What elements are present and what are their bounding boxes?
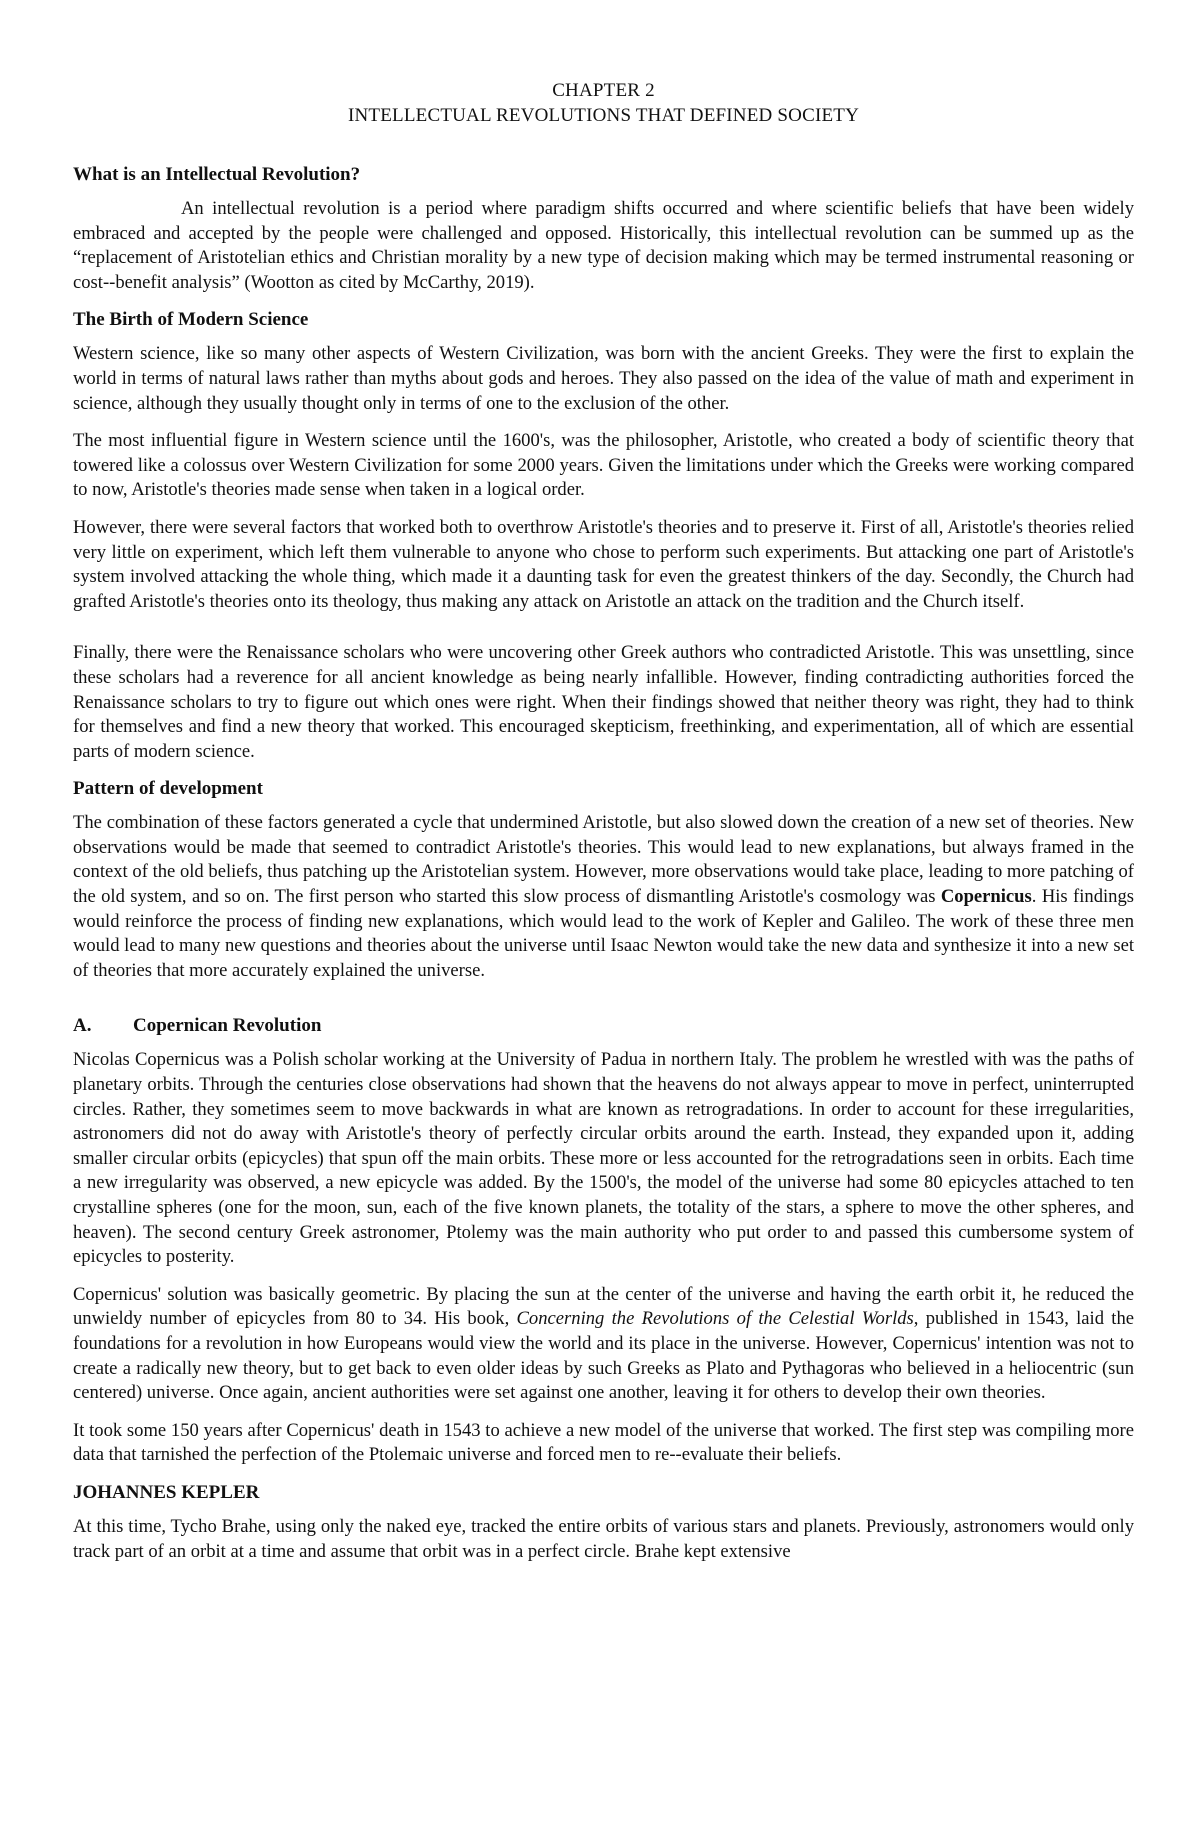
copernicus-text-after: , published in 1543, laid the foundations for a revolution in how Europeans would view the world and its place in the universe. However, Copernicus' intention was not to create a radically new theory, but to get back to even older ideas by such Greeks as Plato and Pythagoras who believed in a heliocentric (sun centered) universe. Once again, ancient authorities were set against one another, leaving it for others to develop their own theories. xyxy=(73,1308,1135,1404)
chapter-title-block xyxy=(73,78,1134,128)
heading-johannes-kepler: JOHANNES KEPLER xyxy=(73,1481,260,1503)
paragraph-pattern xyxy=(73,811,1134,983)
section-letter: A. xyxy=(73,1015,92,1037)
paragraph-birth-4: Finally, there were the Renaissance scholars who were uncovering other Greek authors who contradicted Aristotle. This was unsettling, since these scholars had a reverence for all ancient knowledge as being nearly infallible. However, finding contradicting authorities forced the Renaissance scholars to try to figure out which ones were right. When their findings showed that neither theory was right, they had to think for themselves and find a new theory that worked. This encouraged skepticism, freethinking, and experimentation, all of which are essential parts of modern science. xyxy=(73,642,1134,762)
heading-pattern-of-development: Pattern of development xyxy=(73,778,263,800)
paragraph-kepler-1: At this time, Tycho Brahe, using only the naked eye, tracked the entire orbits of various stars and planets. Previously, astronomers would only track part of an orbit at a time and assume that orbit was in a perfect circle. Brahe kept extensive xyxy=(73,1515,1134,1562)
chapter-number: CHAPTER 2 xyxy=(552,80,655,101)
copernicus-emphasis: Copernicus xyxy=(940,886,1032,908)
paragraph-copernicus-2 xyxy=(73,1283,1134,1406)
section-title: Copernican Revolution xyxy=(133,1015,322,1037)
heading-what-is-intellectual-revolution: What is an Intellectual Revolution? xyxy=(73,164,361,185)
chapter-title: INTELLECTUAL REVOLUTIONS THAT DEFINED SOCIETY xyxy=(347,105,860,126)
paragraph-birth-3: However, there were several factors that worked both to overthrow Aristotle's theories and to preserve it. First of all, Aristotle's theories relied very little on experiment, which left them vulnerable to anyone who chose to perform such experiments. But attacking one part of Aristotle's system involved attacking the whole thing, which made it a daunting task for even the greatest thinkers of the day. Secondly, the Church had grafted Aristotle's theories onto its theology, thus making any attack on Aristotle an attack on the tradition and the Church itself. xyxy=(73,516,1134,612)
book-title: Concerning the Revolutions of the Celestial Worlds xyxy=(516,1308,914,1330)
paragraph-definition: An intellectual revolution is a period where paradigm shifts occurred and where scientific beliefs that have been widely embraced and accepted by the people were challenged and opposed. Historically, this intellectual revolution can be summed up as the “replacement of Aristotelian ethics and Christian morality by a new type of decision making which may be termed instrumental reasoning or cost--benefit analysis” (Wootton as cited by McCarthy, 2019). xyxy=(73,198,1134,293)
paragraph-birth-2: The most influential figure in Western science until the 1600's, was the philosopher, Aristotle, who created a body of scientific theory that towered like a colossus over Western Civilization for some 2000 years. Given the limitations under which the Greeks were working compared to now, Aristotle's theories made sense when taken in a logical order. xyxy=(73,430,1134,501)
paragraph-copernicus-3: It took some 150 years after Copernicus' death in 1543 to achieve a new model of the universe that worked. The first step was compiling more data that tarnished the perfection of the Ptolemaic universe and forced men to re--evaluate their beliefs. xyxy=(73,1419,1134,1466)
spacer xyxy=(73,627,1134,641)
spacer xyxy=(73,996,1134,1010)
paragraph-copernicus-1: Nicolas Copernicus was a Polish scholar working at the University of Padua in northern Italy. The problem he wrestled with was the paths of planetary orbits. Through the centuries close observations had shown that the heavens do not always appear to move in perfect, uninterrupted circles. Rather, they sometimes seem to move backwards in what are known as retrogradations. In order to account for these irregularities, astronomers did not do away with Aristotle's theory of perfectly circular orbits around the earth. Instead, they expanded upon it, adding smaller circular orbits (epicycles) that spun off the main orbits. These more or less accounted for the retrogradations seen in orbits. Each time a new irregularity was observed, a new epicycle was added. By the 1500's, the model of the universe had some 80 epicycles attached to ten crystalline spheres (one for the moon, sun, each of the five known planets, the totality of the stars, a sphere to move the other spheres, and heaven). The second century Greek astronomer, Ptolemy was the main authority who put order to and passed this cumbersome system of epicycles to posterity. xyxy=(73,1049,1134,1268)
heading-copernican-revolution xyxy=(73,1014,1134,1038)
heading-birth-of-modern-science: The Birth of Modern Science xyxy=(73,309,309,331)
copernicus-text-before: Copernicus' solution was basically geometric. By placing the sun at the center of the universe and having the earth orbit it, he reduced the unwieldy number of epicycles from 80 to 34. His book, xyxy=(73,1283,1134,1330)
pattern-text-before: The combination of these factors generated a cycle that undermined Aristotle, but also slowed down the creation of a new set of theories. New observations would be made that seemed to contradict Aristotle's theories. This would lead to new explanations, but always framed in the context of the old beliefs, thus patching up the Aristotelian system. However, more observations would take place, leading to more patching of the old system, and so on. The first person who started this slow process of dismantling Aristotle's cosmology was xyxy=(73,812,1134,908)
pattern-text-after: . His findings would reinforce the process of finding new explanations, which would lead to the work of Kepler and Galileo. The work of these three men would lead to many new questions and theories about the universe until Isaac Newton would take the new data and synthesize it into a new set of theories that more accurately explained the universe. xyxy=(73,886,1134,981)
paragraph-birth-1: Western science, like so many other aspects of Western Civilization, was born with the ancient Greeks. They were the first to explain the world in terms of natural laws rather than myths about gods and heroes. They also passed on the idea of the value of math and experiment in science, although they usually thought only in terms of one to the exclusion of the other. xyxy=(73,343,1134,414)
